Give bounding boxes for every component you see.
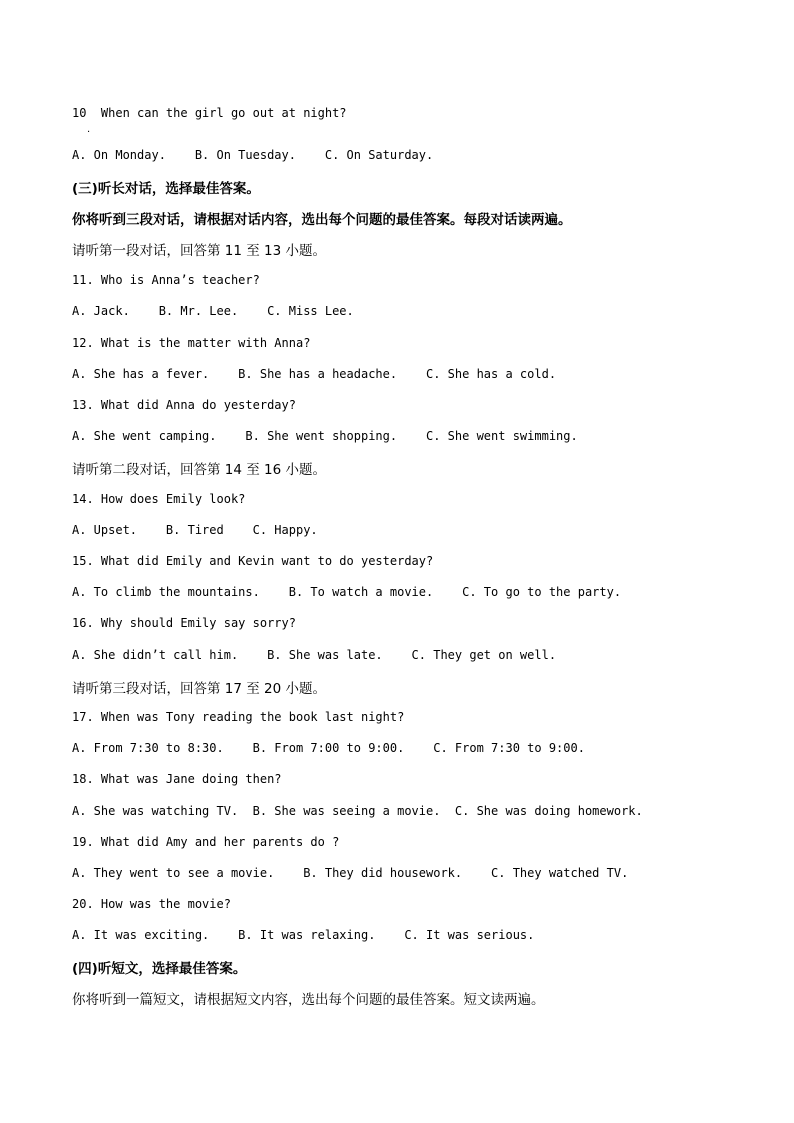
section-3-instructions: 你将听到三段对话，请根据对话内容，选出每个问题的最佳答案。每段对话读两遍。	[72, 212, 572, 228]
question-17-options: A. From 7:30 to 8:30. B. From 7:00 to 9:00. C. From 7:30 to 9:00.	[72, 741, 585, 755]
question-15: 15. What did Emily and Kevin want to do yesterday?	[72, 554, 434, 568]
question-12-options: A. She has a fever. B. She has a headache. C. She has a cold.	[72, 367, 557, 381]
question-10: 10 When can the girl go out at night?	[72, 106, 347, 120]
question-14: 14. How does Emily look?	[72, 492, 246, 506]
dialogue-1-instructions: 请听第一段对话，回答第 11 至 13 小题。	[72, 243, 327, 259]
question-14-options: A. Upset. B. Tired C. Happy.	[72, 523, 318, 537]
question-10-mark: .	[87, 124, 91, 135]
question-13: 13. What did Anna do yesterday?	[72, 398, 296, 412]
section-4-title: (四)听短文，选择最佳答案。	[72, 961, 247, 977]
question-16: 16. Why should Emily say sorry?	[72, 616, 296, 630]
section-4-instructions: 你将听到一篇短文，请根据短文内容，选出每个问题的最佳答案。短文读两遍。	[72, 992, 545, 1008]
question-20: 20. How was the movie?	[72, 897, 231, 911]
question-10-options: A. On Monday. B. On Tuesday. C. On Saturday.	[72, 148, 434, 162]
question-18-options: A. She was watching TV. B. She was seeing a movie. C. She was doing homework.	[72, 804, 643, 818]
dialogue-2-instructions: 请听第二段对话，回答第 14 至 16 小题。	[72, 462, 327, 478]
question-18: 18. What was Jane doing then?	[72, 772, 282, 786]
section-3-title: (三)听长对话，选择最佳答案。	[72, 181, 260, 197]
question-15-options: A. To climb the mountains. B. To watch a movie. C. To go to the party.	[72, 585, 622, 599]
question-20-options: A. It was exciting. B. It was relaxing. C. It was serious.	[72, 928, 535, 942]
question-11: 11. Who is Anna’s teacher?	[72, 273, 260, 287]
question-17: 17. When was Tony reading the book last night?	[72, 710, 405, 724]
question-16-options: A. She didn’t call him. B. She was late. C. They get on well.	[72, 648, 557, 662]
question-13-options: A. She went camping. B. She went shopping. C. She went swimming.	[72, 429, 578, 443]
question-12: 12. What is the matter with Anna?	[72, 336, 311, 350]
question-11-options: A. Jack. B. Mr. Lee. C. Miss Lee.	[72, 304, 354, 318]
question-19-options: A. They went to see a movie. B. They did housework. C. They watched TV.	[72, 866, 629, 880]
question-19: 19. What did Amy and her parents do ?	[72, 835, 340, 849]
dialogue-3-instructions: 请听第三段对话，回答第 17 至 20 小题。	[72, 681, 327, 697]
